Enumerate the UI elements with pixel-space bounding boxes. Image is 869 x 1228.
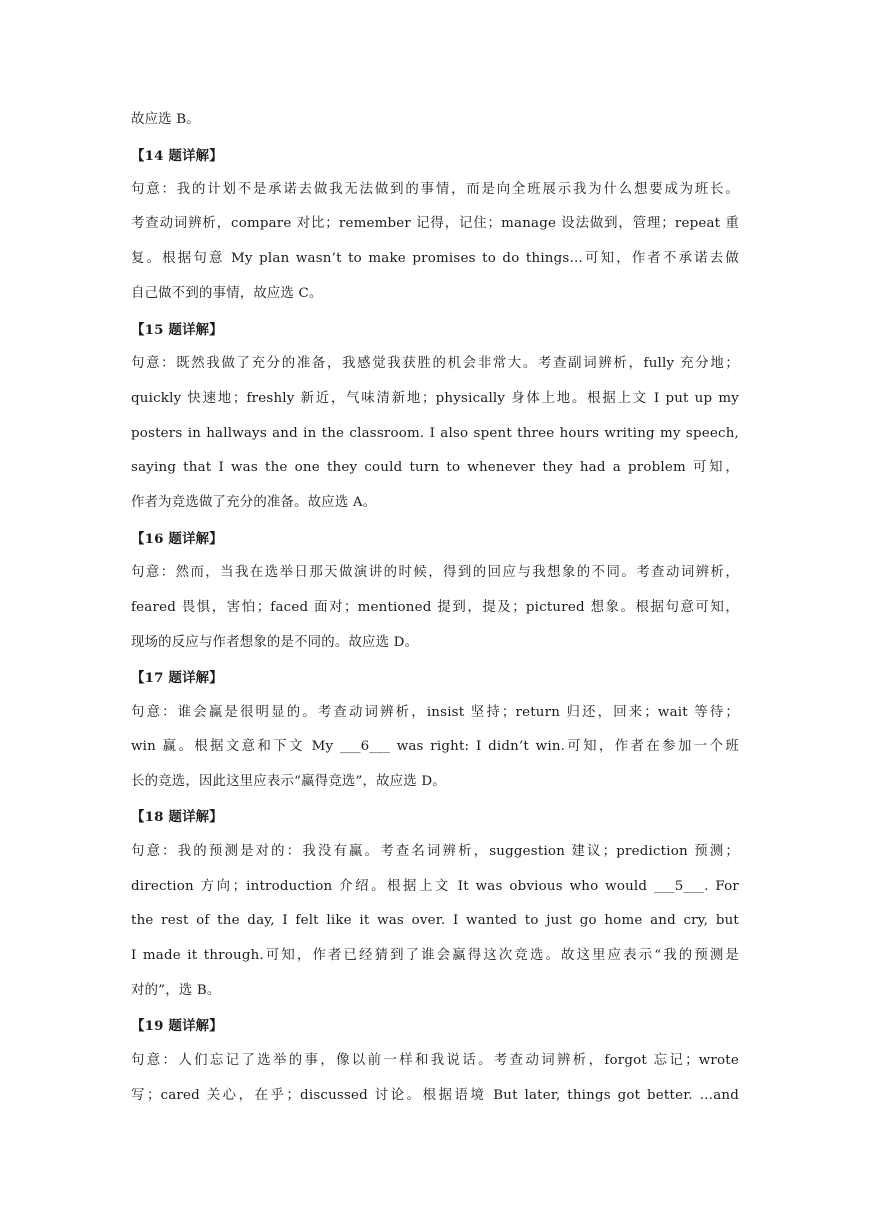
text-line: 句意：我的计划不是承诺去做我无法做到的事情，而是向全班展示我为什么想要成为班长。 (131, 182, 739, 197)
text-line: I made it through.可知，作者已经猜到了谁会赢得这次竞选。故这里应表示“我的预测是 (131, 948, 739, 963)
section-heading-17: 【17 题详解】 (131, 670, 223, 686)
section-heading-18: 【18 题详解】 (131, 809, 223, 825)
text-line: 句意：既然我做了充分的准备，我感觉我获胜的机会非常大。考查副词辨析，fully 充分地； (131, 356, 739, 371)
text-line: 句意：然而，当我在选举日那天做演讲的时候，得到的回应与我想象的不同。考查动词辨析， (131, 565, 739, 580)
section-heading-19: 【19 题详解】 (131, 1018, 223, 1034)
text-line: feared 畏惧，害怕；faced 面对；mentioned 提到，提及；pictured 想象。根据句意可知， (131, 600, 739, 615)
text-line: 作者为竞选做了充分的准备。故应选 A。 (131, 495, 377, 510)
text-line: saying that I was the one they could turn to whenever they had a problem 可知， (131, 460, 739, 475)
text-line: 复。根据句意 My plan wasn’t to make promises to do things…可知，作者不承诺去做 (131, 251, 739, 266)
section-heading-14: 【14 题详解】 (131, 148, 223, 164)
text-line: direction 方向；introduction 介绍。根据上文 It was obvious who would ___5___. For (131, 879, 739, 894)
text-line: 考查动词辨析，compare 对比；remember 记得，记住；manage 设法做到，管理；repeat 重 (131, 216, 739, 231)
text-line: 长的竞选，因此这里应表示“赢得竞选”，故应选 D。 (131, 774, 446, 789)
text-line: win 赢。根据文意和下文 My ___6___ was right: I didn’t win.可知，作者在参加一个班 (131, 739, 739, 754)
text-line: 句意：我的预测是对的：我没有赢。考查名词辨析，suggestion 建议；prediction 预测； (131, 844, 739, 859)
text-line: 自己做不到的事情，故应选 C。 (131, 286, 323, 301)
section-heading-16: 【16 题详解】 (131, 531, 223, 547)
text-line: 故应选 B。 (131, 112, 200, 127)
text-line: 现场的反应与作者想象的是不同的。故应选 D。 (131, 635, 419, 650)
text-line: 句意：人们忘记了选举的事，像以前一样和我说话。考查动词辨析，forgot 忘记；wrote (131, 1053, 739, 1068)
text-line: posters in hallways and in the classroom. I also spent three hours writing my speech, (131, 426, 739, 441)
text-line: the rest of the day, I felt like it was over. I wanted to just go home and cry, but (131, 913, 739, 928)
section-heading-15: 【15 题详解】 (131, 322, 223, 338)
text-line: 句意：谁会赢是很明显的。考查动词辨析，insist 坚持；return 归还，回来；wait 等待； (131, 705, 739, 720)
text-line: quickly 快速地；freshly 新近，气味清新地；physically 身体上地。根据上文 I put up my (131, 391, 739, 406)
text-line: 对的”，选 B。 (131, 983, 221, 998)
text-line: 写；cared 关心，在乎；discussed 讨论。根据语境 But later, things got better. …and (131, 1088, 739, 1103)
